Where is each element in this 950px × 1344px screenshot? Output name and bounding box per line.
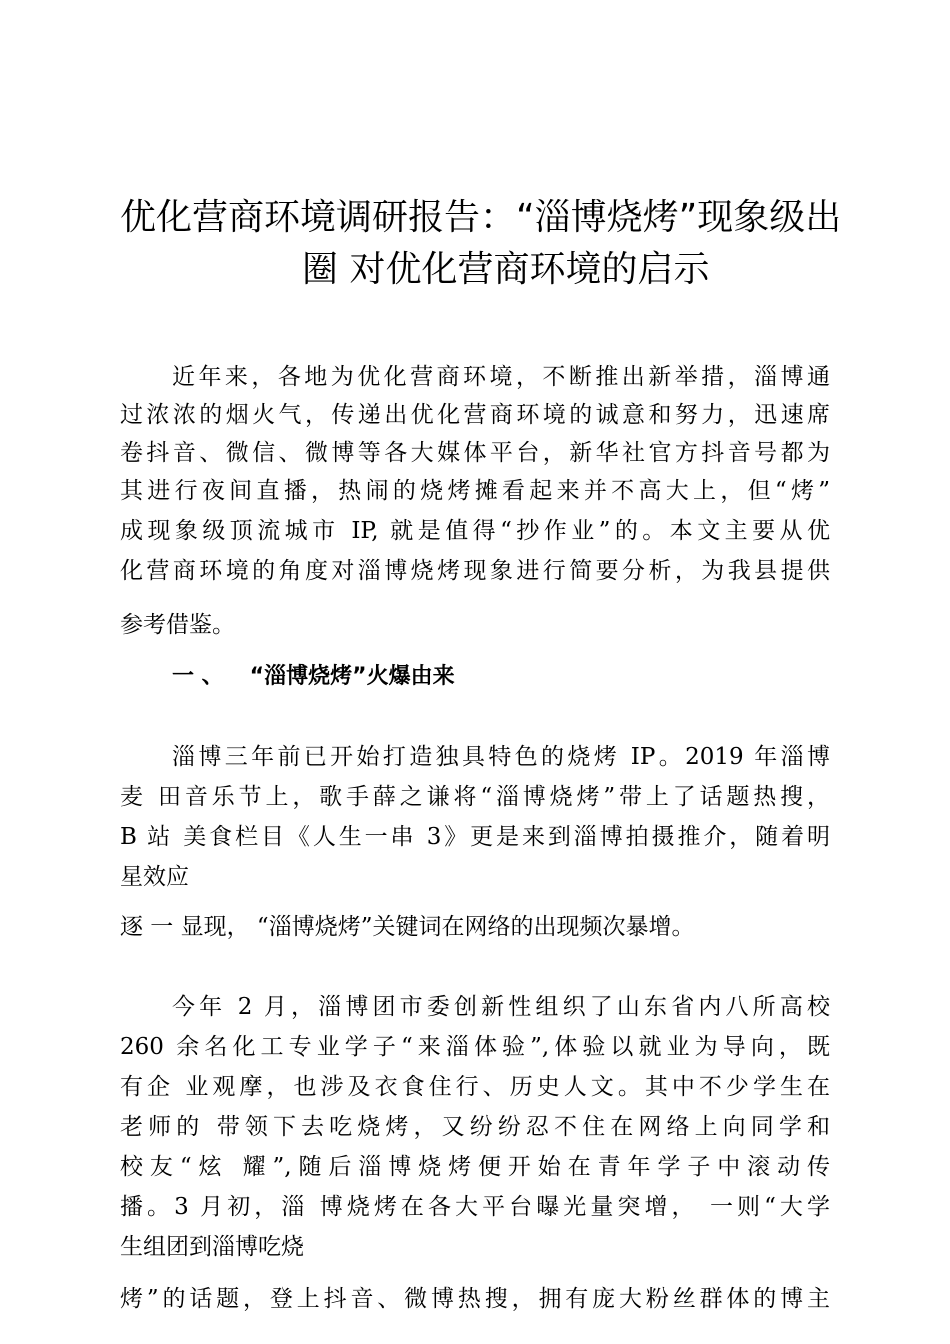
paragraph-2-line-3: B 站 美食栏目《人生一串 3》更是来到淄博拍摄推介，随着明 (120, 824, 830, 850)
paragraph-2-line-2: 麦 田音乐节上，歌手薛之谦将“淄博烧烤”带上了话题热搜， (120, 784, 830, 810)
paragraph-3-line-8: 烤”的话题，登上抖音、微博热搜，拥有庞大粉丝群体的博主 (120, 1286, 830, 1312)
paragraph-1-line-6: 化营商环境的角度对淄博烧烤现象进行简要分析，为我县提供 (120, 558, 830, 584)
paragraph-3-line-2: 260 余名化工专业学子“来淄体验”,体验以就业为导向，既 (120, 1034, 830, 1060)
paragraph-3-line-5: 校友“炫 耀”,随后淄博烧烤便开始在青年学子中滚动传 (120, 1154, 830, 1180)
paragraph-3-line-6: 播。3 月初，淄 博烧烤在各大平台曝光量突增， 一则“大学 (120, 1194, 830, 1220)
paragraph-1-line-4: 其进行夜间直播，热闹的烧烤摊看起来并不高大上，但“烤” (120, 478, 830, 504)
paragraph-1-line-7: 参考借鉴。 (120, 612, 235, 638)
paragraph-3-line-1: 今年 2 月，淄博团市委创新性组织了山东省内八所高校 (172, 994, 830, 1020)
paragraph-2-line-4: 星效应 (120, 864, 189, 890)
paragraph-2-line-5: 逐 一 显现， “淄博烧烤”关键词在网络的出现频次暴增。 (120, 914, 695, 940)
paragraph-3-line-4: 老师的 带领下去吃烧烤，又纷纷忍不住在网络上向同学和 (120, 1114, 830, 1140)
document-title-line-1: 优化营商环境调研报告：“淄博烧烤”现象级出 (120, 197, 842, 238)
section-1-heading (172, 662, 455, 692)
paragraph-3-line-3: 有企 业观摩，也涉及衣食住行、历史人文。其中不少学生在 (120, 1074, 830, 1100)
document-title-line-2: 圈 对优化营商环境的启示 (302, 249, 710, 290)
section-1-title: “淄博烧烤”火爆由来 (249, 664, 455, 689)
section-1-number: 一 、 (172, 664, 224, 689)
paragraph-1-line-2: 过浓浓的烟火气，传递出优化营商环境的诚意和努力，迅速席 (120, 402, 830, 428)
paragraph-1-line-3: 卷抖音、微信、微博等各大媒体平台，新华社官方抖音号都为 (120, 440, 830, 466)
paragraph-1-line-1: 近年来，各地为优化营商环境，不断推出新举措，淄博通 (172, 364, 830, 390)
paragraph-1-line-5: 成现象级顶流城市 IP, 就是值得“抄作业”的。本文主要从优 (120, 518, 830, 544)
paragraph-3-line-7: 生组团到淄博吃烧 (120, 1234, 304, 1260)
paragraph-2-line-1: 淄博三年前已开始打造独具特色的烧烤 IP。2019 年淄博 (172, 744, 830, 770)
